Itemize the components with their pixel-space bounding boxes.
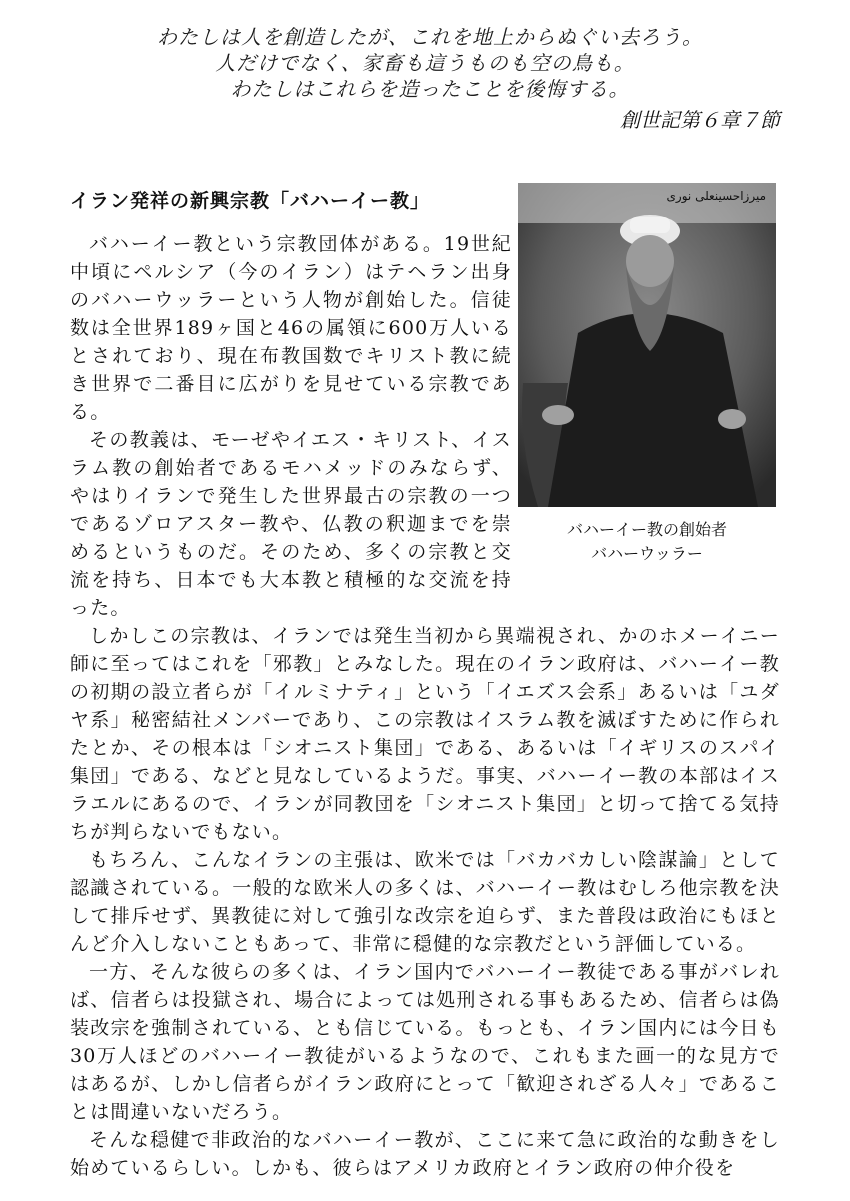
epigraph-line: わたしは人を創造したが、これを地上からぬぐい去ろう。	[157, 25, 703, 49]
epigraph	[0, 24, 850, 132]
epigraph-line: わたしはこれらを造ったことを後悔する。	[230, 77, 630, 101]
paragraph: 一方、そんな彼らの多くは、イラン国内でバハーイー教徒である事がバレれば、信者らは投獄され、場合によっては処刑される事もあるため、信者らは偽装改宗を強制されている、とも信じている。もっとも、イラン国内には今日も30万人ほどのバハーイー教徒がいるようなので、これもまた画一的な見方ではあるが、しかし信者らがイラン政府にとって「歓迎されざる人々」であることは間違いないだろう。	[70, 961, 780, 1123]
paragraph: そんな穏健で非政治的なバハーイー教が、ここに来て急に政治的な動きをし始めているらしい。しかも、彼らはアメリカ政府とイラン政府の仲介役を	[70, 1129, 780, 1179]
caption-line: バハーイー教の創始者	[566, 520, 727, 539]
caption-line: バハーウッラー	[591, 544, 703, 563]
photo-space	[512, 230, 780, 602]
article-body	[70, 230, 780, 1182]
section-heading: イラン発祥の新興宗教「バハーイー教」	[70, 190, 431, 212]
paragraph: もちろん、こんなイランの主張は、欧米では「バカバカしい陰謀論」として認識されている。一般的な欧米人の多くは、バハーイー教はむしろ他宗教を決して排斥せず、異教徒に対して強引な改宗を迫らず、また普段は政治にもほとんど介入しないこともあって、非常に穏健的な宗教だという評価している。	[70, 849, 780, 955]
paragraph: しかしこの宗教は、イランでは発生当初から異端視され、かのホメーイニー師に至ってはこれを「邪教」とみなした。現在のイラン政府は、バハーイー教の初期の設立者らが「イルミナティ」という「イエズス会系」あるいは「ユダヤ系」秘密結社メンバーであり、この宗教はイスラム教を滅ぼすために作られたとか、その根本は「シオニスト集団」である、あるいは「イギリスのスパイ集団」である、などと見なしているようだ。事実、バハーイー教の本部はイスラエルにあるので、イランが同教団を「シオニスト集団」と切って捨てる気持ちが判らないでもない。	[70, 625, 780, 843]
paragraph: バハーイー教という宗教団体がある。19世紀中頃にペルシア（今のイラン）はテヘラン出身のバハーウッラーという人物が創始した。信徒数は全世界189ヶ国と46の属領に600万人いるとされており、現在布教国数でキリスト教に続き世界で二番目に広がりを見せている宗教である。	[70, 233, 512, 423]
epigraph-source: 創世記第６章７節	[620, 108, 780, 132]
epigraph-line: 人だけでなく、家畜も這うものも空の鳥も。	[215, 51, 635, 75]
photo-label: ميرزاحسينعلى نورى	[666, 189, 766, 203]
paragraph: その教義は、モーゼやイエス・キリスト、イスラム教の創始者であるモハメッドのみならず、やはりイランで発生した世界最古の宗教の一つであるゾロアスター教や、仏教の釈迦までを崇めるというものだ。そのため、多くの宗教と交流を持ち、日本でも大本教と積極的な交流を持った。	[70, 429, 512, 619]
